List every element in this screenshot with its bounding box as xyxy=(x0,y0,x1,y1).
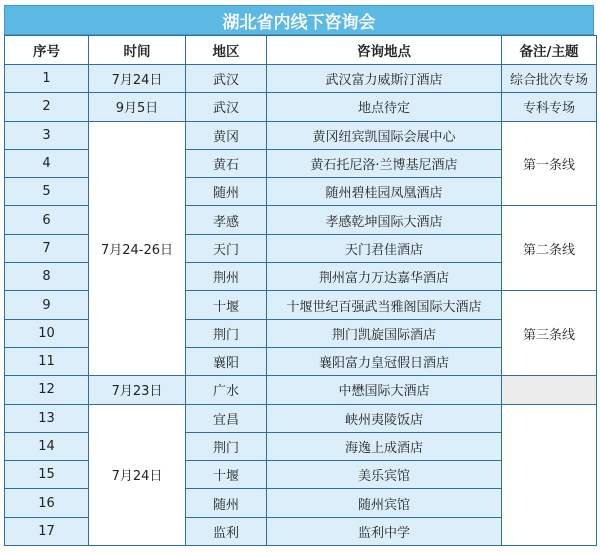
cell-no: 12 xyxy=(5,376,89,404)
cell-note-empty xyxy=(502,376,597,404)
cell-region: 随州 xyxy=(186,489,267,517)
cell-no: 9 xyxy=(5,291,89,319)
cell-time: 7月24-26日 xyxy=(89,121,186,376)
cell-note: 第三条线 xyxy=(502,291,597,376)
cell-location: 十堰世纪百强武当雅阁国际大酒店 xyxy=(267,291,502,319)
cell-region: 孝感 xyxy=(186,206,267,234)
table-row xyxy=(5,376,597,404)
cell-location: 黄冈纽宾凯国际会展中心 xyxy=(267,121,502,149)
cell-region: 襄阳 xyxy=(186,347,267,375)
cell-location: 黄石托尼洛·兰博基尼酒店 xyxy=(267,149,502,177)
table-title: 湖北省内线下咨询会 xyxy=(4,5,594,35)
cell-time: 7月24日 xyxy=(89,404,186,545)
cell-region: 监利 xyxy=(186,517,267,545)
cell-no: 8 xyxy=(5,263,89,291)
cell-location: 襄阳富力皇冠假日酒店 xyxy=(267,347,502,375)
cell-time: 7月23日 xyxy=(89,376,186,404)
cell-region: 黄石 xyxy=(186,149,267,177)
cell-location: 美乐宾馆 xyxy=(267,461,502,489)
header-location: 咨询地点 xyxy=(267,36,502,65)
header-row xyxy=(5,36,597,65)
cell-location: 武汉富力威斯汀酒店 xyxy=(267,65,502,93)
cell-location: 海逸上成酒店 xyxy=(267,432,502,460)
cell-no: 14 xyxy=(5,432,89,460)
cell-no: 1 xyxy=(5,65,89,93)
cell-location: 天门君佳酒店 xyxy=(267,234,502,262)
cell-location: 中懋国际大酒店 xyxy=(267,376,502,404)
cell-location: 峡州夷陵饭店 xyxy=(267,404,502,432)
cell-time: 9月5日 xyxy=(89,93,186,121)
cell-region: 随州 xyxy=(186,178,267,206)
table-row xyxy=(5,404,597,432)
cell-region: 黄冈 xyxy=(186,121,267,149)
cell-region: 宜昌 xyxy=(186,404,267,432)
table-row xyxy=(5,121,597,149)
cell-no: 16 xyxy=(5,489,89,517)
cell-no: 15 xyxy=(5,461,89,489)
cell-region: 十堰 xyxy=(186,291,267,319)
cell-no: 2 xyxy=(5,93,89,121)
header-no: 序号 xyxy=(5,36,89,65)
cell-region: 荆门 xyxy=(186,319,267,347)
cell-no: 4 xyxy=(5,149,89,177)
header-region: 地区 xyxy=(186,36,267,65)
cell-region: 武汉 xyxy=(186,65,267,93)
cell-note: 综合批次专场 xyxy=(502,65,597,93)
cell-note: 专科专场 xyxy=(502,93,597,121)
cell-location: 地点待定 xyxy=(267,93,502,121)
cell-no: 6 xyxy=(5,206,89,234)
cell-no: 5 xyxy=(5,178,89,206)
header-time: 时间 xyxy=(89,36,186,65)
header-note: 备注/主题 xyxy=(502,36,597,65)
cell-no: 11 xyxy=(5,347,89,375)
cell-region: 荆州 xyxy=(186,263,267,291)
cell-note: 第二条线 xyxy=(502,206,597,291)
cell-region: 荆门 xyxy=(186,432,267,460)
cell-no: 13 xyxy=(5,404,89,432)
cell-note: 第一条线 xyxy=(502,121,597,206)
cell-time: 7月24日 xyxy=(89,65,186,93)
cell-no: 3 xyxy=(5,121,89,149)
cell-location: 荆州富力万达嘉华酒店 xyxy=(267,263,502,291)
cell-note-empty xyxy=(502,404,597,545)
cell-location: 孝感乾坤国际大酒店 xyxy=(267,206,502,234)
cell-no: 17 xyxy=(5,517,89,545)
cell-region: 十堰 xyxy=(186,461,267,489)
cell-location: 荆门凯旋国际酒店 xyxy=(267,319,502,347)
consultation-table xyxy=(4,35,597,546)
cell-no: 10 xyxy=(5,319,89,347)
cell-location: 监利中学 xyxy=(267,517,502,545)
table-row xyxy=(5,93,597,121)
cell-region: 广水 xyxy=(186,376,267,404)
cell-no: 7 xyxy=(5,234,89,262)
cell-region: 武汉 xyxy=(186,93,267,121)
cell-location: 随州碧桂园凤凰酒店 xyxy=(267,178,502,206)
cell-region: 天门 xyxy=(186,234,267,262)
table-row xyxy=(5,65,597,93)
cell-location: 随州宾馆 xyxy=(267,489,502,517)
